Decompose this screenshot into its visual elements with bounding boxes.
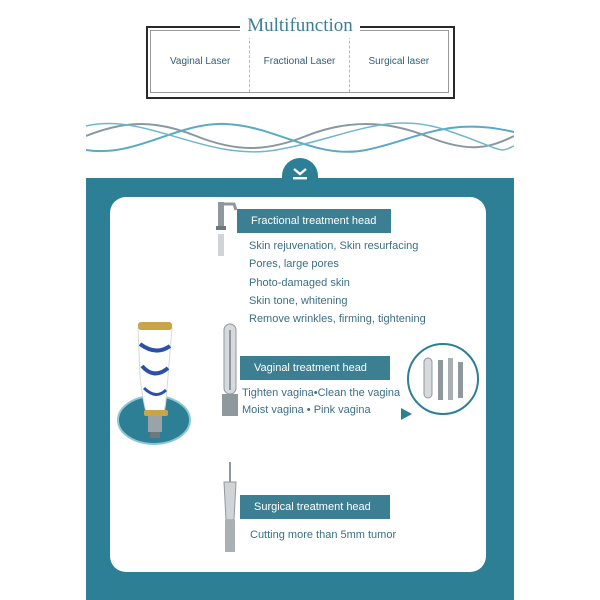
vaginal-label: Vaginal treatment head bbox=[240, 356, 390, 380]
handpiece-device-image bbox=[116, 316, 196, 450]
vaginal-head-image bbox=[218, 320, 242, 420]
fractional-feature-2: Pores, large pores bbox=[249, 258, 339, 270]
fractional-label: Fractional treatment head bbox=[237, 209, 391, 233]
vaginal-feature-2: Moist vagina • Pink vagina bbox=[242, 404, 371, 416]
down-arrow-icon bbox=[290, 166, 310, 182]
vaginal-tips-image bbox=[406, 342, 480, 416]
header-item-vaginal-laser: Vaginal Laser bbox=[169, 56, 231, 67]
fractional-feature-5: Remove wrinkles, firming, tightening bbox=[249, 313, 426, 325]
fractional-feature-1: Skin rejuvenation, Skin resurfacing bbox=[249, 240, 419, 252]
surgical-head-image bbox=[218, 460, 242, 556]
surgical-label: Surgical treatment head bbox=[240, 495, 390, 519]
fractional-feature-4: Skin tone, whitening bbox=[249, 295, 348, 307]
header-frame bbox=[150, 30, 449, 93]
vaginal-feature-1: Tighten vagina•Clean the vagina bbox=[242, 387, 401, 399]
header-item-fractional-laser: Fractional Laser bbox=[249, 31, 348, 92]
header-item-surgical-laser: Surgical laser bbox=[349, 31, 448, 92]
fractional-feature-3: Photo-damaged skin bbox=[249, 277, 350, 289]
page-title: Multifunction bbox=[240, 14, 360, 38]
surgical-feature-1: Cutting more than 5mm tumor bbox=[250, 529, 397, 541]
